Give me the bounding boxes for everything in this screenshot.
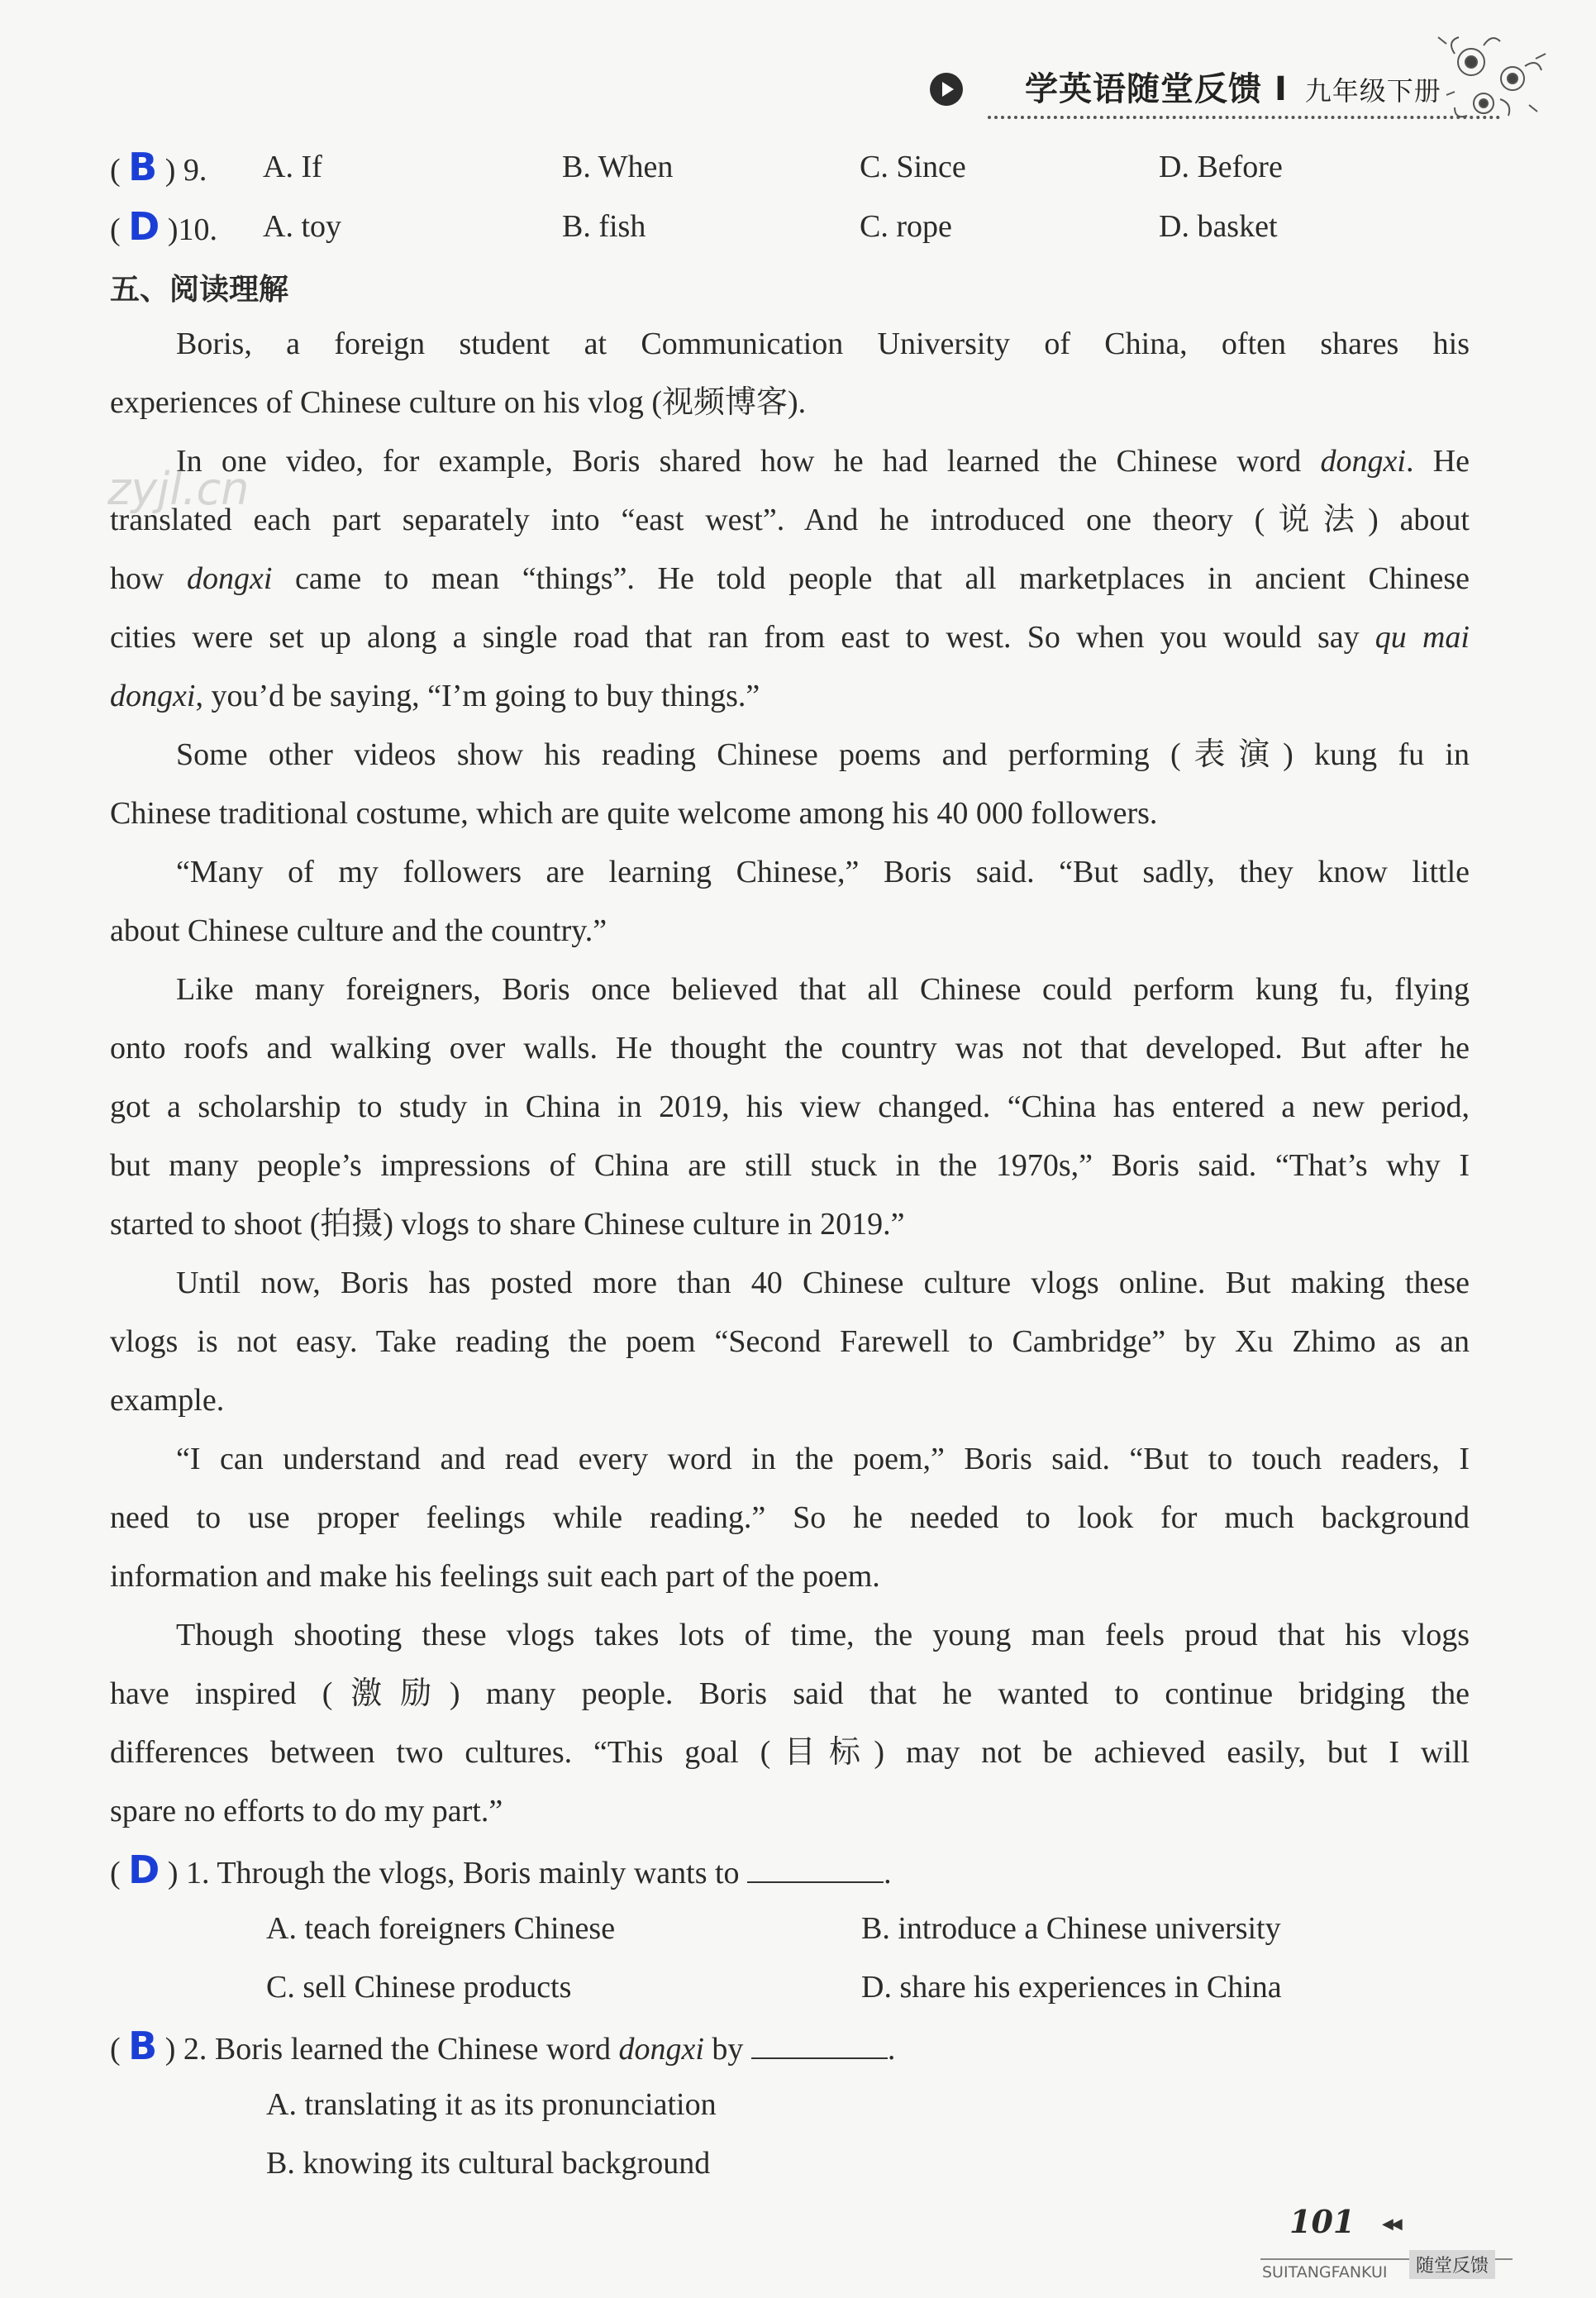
passage-line: experiences of Chinese culture on his vlog (视频博客).: [110, 385, 807, 420]
option-a: A. If: [263, 150, 322, 184]
passage-line: [110, 441, 1470, 481]
text-run: , you’d be saying, “I’m going to buy things.”: [195, 679, 760, 713]
play-icon: [930, 73, 963, 106]
header-subtitle: 九年级下册: [1304, 75, 1441, 107]
option-c: C. sell Chinese products: [266, 1970, 572, 2005]
question-number: 2: [183, 2032, 199, 2067]
option-d: D. Before: [1159, 150, 1283, 184]
option-a: A. toy: [263, 209, 341, 244]
passage-line: vlogs is not easy. Take reading the poem “Second Farewell to Cambridge” by Xu Zhimo as an: [110, 1324, 1470, 1359]
italic-word: dongxi: [187, 561, 273, 596]
answer-mark: B: [128, 145, 158, 189]
answer-blank: [747, 1853, 884, 1883]
text-run: how: [110, 561, 188, 596]
italic-word: dongxi: [1320, 444, 1406, 479]
watermark: zyjl.cn: [107, 463, 250, 515]
passage-line: [110, 559, 1470, 598]
passage-line: Like many foreigners, Boris once believed that all Chinese could perform kung fu, flying: [176, 972, 1470, 1007]
question-number: 10: [178, 212, 210, 247]
passage-line: translated each part separately into “east west”. And he introduced one theory (说法) about: [110, 503, 1470, 537]
text-run: . He: [1405, 444, 1470, 479]
question-row-9: ( B ) 9.: [110, 145, 207, 189]
question-number: 9: [183, 153, 199, 188]
passage-line: [110, 676, 760, 716]
text-run: In one video, for example, Boris shared how he had learned the Chinese word: [176, 444, 1321, 479]
double-arrow-icon: ◀◀: [1382, 2215, 1400, 2232]
question-row-10: ( D )10.: [110, 204, 217, 249]
option-b: B. knowing its cultural background: [266, 2146, 711, 2181]
header-title: [1025, 63, 1441, 110]
option-b: B. introduce a Chinese university: [861, 1911, 1281, 1946]
passage-line: Chinese traditional costume, which are quite welcome among his 40 000 followers.: [110, 796, 1158, 831]
option-d: D. share his experiences in China: [861, 1970, 1282, 2005]
header-separator: I: [1274, 70, 1288, 108]
passage-line: need to use proper feelings while reading.” So he needed to look for much background: [110, 1500, 1470, 1535]
option-d: D. basket: [1159, 209, 1278, 244]
passage-line: Boris, a foreign student at Communication University of China, often shares his: [176, 327, 1470, 361]
passage-line: information and make his feelings suit each part of the poem.: [110, 1559, 880, 1594]
italic-word: qu mai: [1374, 620, 1470, 655]
passage-line: “Many of my followers are learning Chinese,” Boris said. “But sadly, they know little: [176, 855, 1470, 889]
passage-line: [110, 617, 1470, 657]
page-number: 101: [1289, 2203, 1355, 2240]
passage-line: Though shooting these vlogs takes lots of time, the young man feels proud that his vlogs: [176, 1618, 1470, 1652]
footer-badge: 随堂反馈: [1409, 2250, 1495, 2279]
text-run: Boris learned the Chinese word: [214, 2032, 619, 2067]
text-run: cities were set up along a single road that ran from east to west. So when you would say: [110, 620, 1375, 655]
passage-line: started to shoot (拍摄) vlogs to share Chinese culture in 2019.”: [110, 1207, 905, 1242]
sunflower-decoration-icon: [1422, 21, 1562, 136]
passage-line: onto roofs and walking over walls. He thought the country was not that developed. But after he: [110, 1031, 1470, 1066]
option-a: A. teach foreigners Chinese: [266, 1911, 616, 1946]
answer-mark: D: [128, 1847, 160, 1892]
answer-mark: D: [128, 204, 160, 249]
text-run: came to mean “things”. He told people that all marketplaces in ancient Chinese: [272, 561, 1470, 596]
italic-word: dongxi: [110, 679, 196, 713]
passage-line: about Chinese culture and the country.”: [110, 913, 607, 948]
question-stem: Through the vlogs, Boris mainly wants to: [217, 1856, 740, 1890]
question-row-1: ( D ) 1. Through the vlogs, Boris mainly wants to .: [110, 1847, 892, 1892]
passage-line: “I can understand and read every word in the poem,” Boris said. “But to touch readers, I: [176, 1442, 1470, 1476]
passage-line: Until now, Boris has posted more than 40 Chinese culture vlogs online. But making these: [176, 1266, 1470, 1300]
footer-brand: SUITANGFANKUI: [1262, 2263, 1388, 2281]
passage-line: have inspired (激励) many people. Boris said that he wanted to continue bridging the: [110, 1676, 1470, 1711]
option-c: C. rope: [860, 209, 952, 244]
passage-line: differences between two cultures. “This goal (目标) may not be achieved easily, but I will: [110, 1735, 1470, 1770]
passage-line: got a scholarship to study in China in 2019, his view changed. “China has entered a new period,: [110, 1089, 1470, 1124]
passage-line: spare no efforts to do my part.”: [110, 1794, 503, 1828]
header-title-text: 学英语随堂反馈: [1025, 70, 1262, 108]
question-number: 1: [186, 1856, 202, 1890]
italic-word: dongxi: [618, 2032, 704, 2067]
question-row-2: ( B ) 2. Boris learned the Chinese word dongxi by .: [110, 2024, 896, 2068]
passage-line: but many people’s impressions of China are still stuck in the 1970s,” Boris said. “That’s why I: [110, 1148, 1470, 1183]
passage-line: example.: [110, 1383, 225, 1418]
option-b: B. When: [562, 150, 674, 184]
option-b: B. fish: [562, 209, 646, 244]
answer-blank: [751, 2029, 888, 2059]
section-title: 五、阅读理解: [110, 273, 289, 307]
text-run: by: [703, 2032, 744, 2067]
option-a: A. translating it as its pronunciation: [266, 2087, 717, 2122]
answer-mark: B: [128, 2024, 158, 2068]
passage-line: Some other videos show his reading Chinese poems and performing (表演) kung fu in: [176, 737, 1470, 772]
option-c: C. Since: [860, 150, 966, 184]
